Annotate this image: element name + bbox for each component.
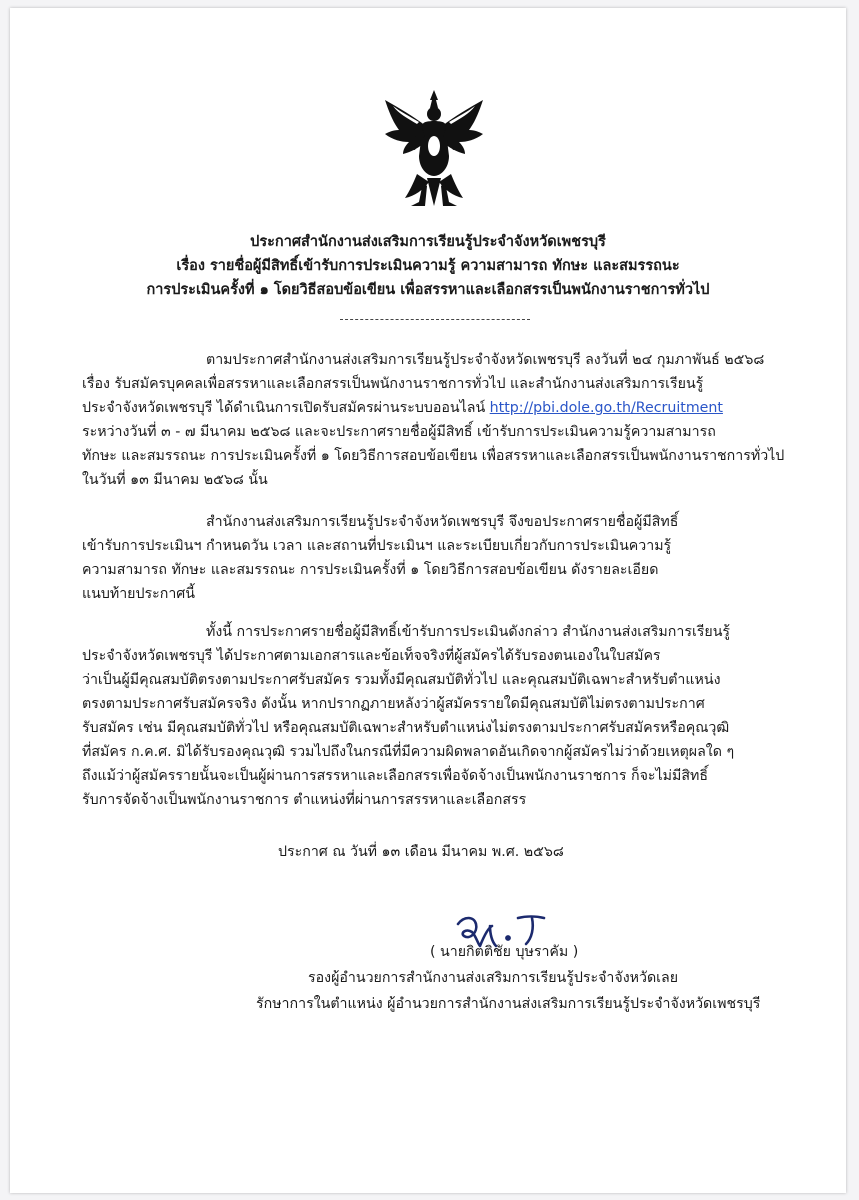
announcement-date: ประกาศ ณ วันที่ ๑๓ เดือน มีนาคม พ.ศ. ๒๕๖๘ xyxy=(278,844,564,860)
paragraph-3-line-6: ที่สมัคร ก.ค.ศ. มิได้รับรองคุณวุฒิ รวมไปถึงในกรณีที่มีความผิดพลาดอันเกิดจากผู้สมัครไม่ว่าด้วยเหตุผลใด ๆ xyxy=(82,744,735,760)
document-subtitle: การประเมินครั้งที่ ๑ โดยวิธีสอบข้อเขียน เพื่อสรรหาและเลือกสรรเป็นพนักงานราชการทั่วไป xyxy=(146,282,710,298)
paragraph-1-line-2: เรื่อง รับสมัครบุคคลเพื่อสรรหาและเลือกสรรเป็นพนักงานราชการทั่วไป และสำนักงานส่งเสริมการเรียนรู้ xyxy=(82,376,704,392)
paragraph-3-line-1: ทั้งนี้ การประกาศรายชื่อผู้มีสิทธิ์เข้ารับการประเมินดังกล่าว สำนักงานส่งเสริมการเรียนรู้ xyxy=(206,624,731,640)
garuda-emblem-icon xyxy=(379,86,489,214)
paragraph-3-line-5: รับสมัคร เช่น มีคุณสมบัติทั่วไป หรือคุณสมบัติเฉพาะสำหรับตำแหน่งไม่ตรงตามประกาศรับสมัครหรือคุณวุฒิ xyxy=(82,720,730,736)
paragraph-3-line-7: ถึงแม้ว่าผู้สมัครรายนั้นจะเป็นผู้ผ่านการสรรหาและเลือกสรรเพื่อจัดจ้างเป็นพนักงานราชการ ก็จะไม่มีสิทธิ์ xyxy=(82,768,709,784)
signatory-position-2: รักษาการในตำแหน่ง ผู้อำนวยการสำนักงานส่งเสริมการเรียนรู้ประจำจังหวัดเพชรบุรี xyxy=(256,996,761,1012)
paragraph-2-line-1: สำนักงานส่งเสริมการเรียนรู้ประจำจังหวัดเพชรบุรี จึงขอประกาศรายชื่อผู้มีสิทธิ์ xyxy=(206,514,679,530)
document-title: ประกาศสำนักงานส่งเสริมการเรียนรู้ประจำจังหวัดเพชรบุรี xyxy=(250,234,606,250)
paragraph-1-line-4: ระหว่างวันที่ ๓ - ๗ มีนาคม ๒๕๖๘ และจะประกาศรายชื่อผู้มีสิทธิ์ เข้ารับการประเมินความรู้ความสามารถ xyxy=(82,424,716,440)
paragraph-3-line-8: รับการจัดจ้างเป็นพนักงานราชการ ตำแหน่งที่ผ่านการสรรหาและเลือกสรร xyxy=(82,792,527,808)
paragraph-1-line-3 xyxy=(82,396,723,420)
paragraph-1-line-5: ทักษะ และสมรรถนะ การประเมินครั้งที่ ๑ โดยวิธีการสอบข้อเขียน เพื่อสรรหาและเลือกสรรเป็นพนักงานราชการทั่วไป xyxy=(82,448,785,464)
document-subject: เรื่อง รายชื่อผู้มีสิทธิ์เข้ารับการประเมินความรู้ ความสามารถ ทักษะ และสมรรถนะ xyxy=(176,258,680,274)
paragraph-2-line-3: ความสามารถ ทักษะ และสมรรถนะ การประเมินครั้งที่ ๑ โดยวิธีการสอบข้อเขียน ดังรายละเอียด xyxy=(82,562,659,578)
paragraph-2-line-4: แนบท้ายประกาศนี้ xyxy=(82,586,195,602)
document-page xyxy=(10,8,846,1193)
paragraph-1-line-3-text: ประจำจังหวัดเพชรบุรี ได้ดำเนินการเปิดรับสมัครผ่านระบบออนไลน์ xyxy=(82,400,486,416)
paragraph-1-line-1: ตามประกาศสำนักงานส่งเสริมการเรียนรู้ประจำจังหวัดเพชรบุรี ลงวันที่ ๒๔ กุมภาพันธ์ ๒๕๖๘ xyxy=(206,352,765,368)
signatory-position-1: รองผู้อำนวยการสำนักงานส่งเสริมการเรียนรู้ประจำจังหวัดเลย xyxy=(308,970,679,986)
paragraph-3-line-3: ว่าเป็นผู้มีคุณสมบัติตรงตามประกาศรับสมัคร รวมทั้งมีคุณสมบัติทั่วไป และคุณสมบัติเฉพาะสำหรับตำแหน่ง xyxy=(82,672,721,688)
recruitment-link[interactable]: http://pbi.dole.go.th/Recruitment xyxy=(489,400,723,416)
signatory-name: ( นายกิตติชัย บุษราคัม ) xyxy=(430,944,579,960)
title-divider xyxy=(340,319,530,320)
paragraph-1-line-6: ในวันที่ ๑๓ มีนาคม ๒๕๖๘ นั้น xyxy=(82,472,268,488)
paragraph-3-line-4: ตรงตามประกาศรับสมัครจริง ดังนั้น หากปรากฏภายหลังว่าผู้สมัครรายใดมีคุณสมบัติไม่ตรงตามประกาศ xyxy=(82,696,705,712)
paragraph-3-line-2: ประจำจังหวัดเพชรบุรี ได้ประกาศตามเอกสารและข้อเท็จจริงที่ผู้สมัครได้รับรองตนเองในใบสมัคร xyxy=(82,648,661,664)
paragraph-2-line-2: เข้ารับการประเมินฯ กำหนดวัน เวลา และสถานที่ประเมินฯ และระเบียบเกี่ยวกับการประเมินความรู้ xyxy=(82,538,672,554)
